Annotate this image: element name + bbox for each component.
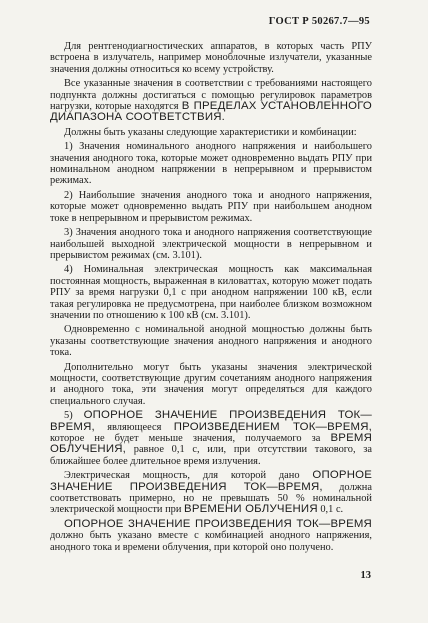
paragraph-text: 5) (64, 410, 73, 422)
paragraph-text: являющееся (107, 421, 162, 433)
list-item: 2) Наибольшие значения анодного тока и анодного напряжения, которые может одновременно выдать РПУ при наибольшем анодном токе в непрерывном и прерывистом режимах. (50, 189, 372, 224)
paragraph-text: которое не будет меньше значения, получаемого за (50, 433, 321, 444)
list-item (50, 410, 372, 467)
term-caps: ВРЕМЕНИ ОБЛУЧЕНИЯ (184, 503, 318, 516)
term-caps: ОПОРНОЕ ЗНАЧЕНИЕ ПРОИЗВЕДЕНИЯ ТОК—ВРЕМЯ (64, 517, 372, 530)
term-caps: ОПОРНОЕ ЗНАЧЕНИЕ ПРОИЗВЕДЕНИЯ ТОК—ВРЕМЯ, (50, 409, 372, 433)
paragraph-text: равное 0,1 с, или, при отсутствии такового, за ближайшее более длительное время излучения. (50, 444, 372, 467)
document-body (50, 41, 372, 553)
list-item: 4) Номинальная электрическая мощность как максимальная постоянная мощность, выраженная в киловаттах, которую может подать РПУ за время нагрузки 0,1 с при анодном напряжении 100 кВ, если такая регулировка не предусмотрена, при наиболее близком возможном значении по отношению к 100 кВ (см. 3.101). (50, 264, 372, 321)
page-number: 13 (360, 570, 371, 581)
list-item: 1) Значения номинального анодного напряжения и наибольшего значения анодного тока, которые может одновременно выдать РПУ при номинальном анодном напряжении в непрерывном и прерывистом режимах. (50, 141, 372, 187)
paragraph: Должны быть указаны следующие характеристики и комбинации: (64, 126, 357, 138)
term-caps: ПРОИЗВЕДЕНИЕМ ТОК—ВРЕМЯ, (173, 420, 372, 433)
paragraph: Для рентгенодиагностических аппаратов, в которых часть РПУ встроена в излучатель, например моноблочные излучатели, указанные значения должны относиться ко всему устройству. (50, 41, 372, 75)
standard-header: ГОСТ Р 50267.7—95 (268, 16, 370, 27)
paragraph (50, 519, 372, 553)
paragraph: Одновременно с номинальной анодной мощностью должны быть указаны соответствующие значения анодного напряжения и анодного тока. (50, 324, 372, 359)
paragraph-text: Электрическая мощность, для которой дано (64, 470, 300, 482)
term-caps: ОПОРНОЕ ЗНАЧЕНИЕ ПРОИЗВЕДЕНИЯ ТОК—ВРЕМЯ, (50, 469, 372, 493)
paragraph: Дополнительно могут быть указаны значения электрической мощности, соответствующие другим сочетаниям анодного напряжения и анодного тока, эти значения могут определяться для каждого специального случая. (50, 361, 372, 407)
paragraph-text: должно быть указано вместе с комбинацией анодного напряжения, анодного тока и времени облучения, при которой оно получено. (50, 530, 372, 553)
paragraph-text: Все указанные значения в соответствии с требованиями настоящего подпункта должны достигаться с помощью регулировок параметров нагрузки, которые находятся (50, 78, 372, 113)
paragraph-text: 0,1 с. (320, 504, 344, 516)
paragraph-text: должна соответствовать примерно, но не превышать 50 % номинальной электрической мощности при (50, 481, 372, 516)
term-caps: В ПРЕДЕЛАХ УСТАНОВЛЕННОГО ДИАПАЗОНА СООТВЕТСТВИЯ. (50, 100, 372, 124)
term-caps: ВРЕМЯ ОБЛУЧЕНИЯ, (50, 432, 372, 456)
paragraph (50, 78, 372, 124)
paragraph (50, 470, 372, 516)
list-item: 3) Значения анодного тока и анодного напряжения соответствующие наибольшей выходной электрической мощности в непрерывном и прерывистом режимах (см. 3.101). (50, 227, 372, 261)
